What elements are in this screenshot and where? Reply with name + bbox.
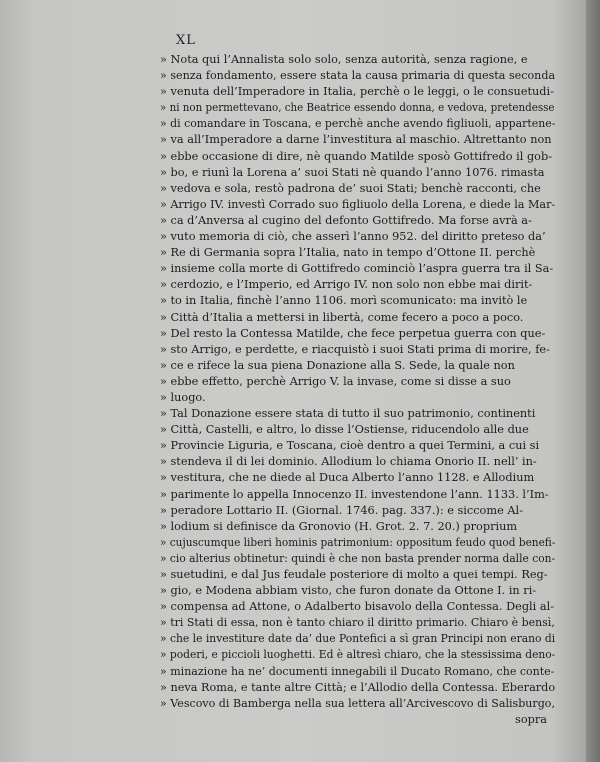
- text-line: » ebbe occasione di dire, nè quando Matilde sposò Gottifredo il gob-: [160, 149, 553, 163]
- text-line: » Città d’Italia a mettersi in libertà, come fecero a poco a poco.: [160, 310, 524, 324]
- text-line: » Nota qui l’Annalista solo solo, senza autorità, senza ragione, e: [160, 53, 528, 66]
- text-line: » lodium si definisce da Gronovio (H. Grot. 2. 7. 20.) proprium: [160, 519, 518, 533]
- text-line: » cio alterius obtinetur: quindi è che non basta prender norma dalle con-: [160, 551, 556, 565]
- text-line: » poderi, e piccioli luoghetti. Ed è altresì chiaro, che la stessissima deno-: [160, 648, 556, 662]
- text-line: » Re di Germania sopra l’Italia, nato in tempo d’Ottone II. perchè: [160, 246, 536, 260]
- text-line: » vuto memoria di ciò, che asserì l’anno 952. del diritto preteso da’: [160, 230, 546, 244]
- text-line: » va all’Imperadore a darne l’investitura al maschio. Altrettanto non: [160, 133, 552, 147]
- text-line: » vestitura, che ne diede al Duca Alberto l’anno 1128. e Allodium: [160, 471, 535, 485]
- text-line: » Tal Donazione essere stata di tutto il suo patrimonio, continenti: [160, 407, 536, 421]
- text-line: » ce e rifece la sua piena Donazione alla S. Sede, la quale non: [160, 358, 515, 372]
- body-text: [160, 52, 555, 728]
- text-line: » che le investiture date da’ due Pontefici a sì gran Principi non erano di: [160, 632, 556, 646]
- text-line: » suetudini, e dal Jus feudale posteriore di molto a quei tempi. Reg-: [160, 568, 548, 581]
- text-line: » tri Stati di essa, non è tanto chiaro il diritto primario. Chiaro è bensì,: [160, 616, 555, 630]
- text-line: » to in Italia, finchè l’anno 1106. morì scomunicato: ma invitò le: [160, 294, 528, 308]
- text-line: » cerdozio, e l’Imperio, ed Arrigo IV. non solo non ebbe mai dirit-: [160, 278, 533, 292]
- text-line: » di comandare in Toscana, e perchè anche avendo figliuoli, appartene-: [160, 117, 556, 131]
- page-number: XL: [176, 33, 196, 48]
- text-line: » bo, e riunì la Lorena a’ suoi Stati nè quando l’anno 1076. rimasta: [160, 165, 545, 179]
- text-line: » senza fondamento, essere stata la causa primaria di questa seconda: [160, 69, 556, 83]
- page-gutter-shadow: [586, 0, 600, 762]
- text-line: » parimente lo appella Innocenzo II. investendone l’ann. 1133. l’Im-: [160, 487, 549, 501]
- text-line: » Città, Castelli, e altro, lo disse l’Ostiense, riducendolo alle due: [160, 423, 529, 437]
- text-line: » vedova e sola, restò padrona de’ suoi Stati; benchè racconti, che: [160, 181, 541, 195]
- text-line: » ebbe effetto, perchè Arrigo V. la invase, come si disse a suo: [160, 374, 511, 388]
- text-line: » insieme colla morte di Gottifredo cominciò l’aspra guerra tra il Sa-: [160, 262, 554, 276]
- text-line: » venuta dell’Imperadore in Italia, perchè o le leggi, o le consuetudi-: [160, 85, 554, 99]
- text-line: » stendeva il di lei dominio. Allodium lo chiama Onorio II. nell’ in-: [160, 455, 537, 469]
- text-line: » Vescovo di Bamberga nella sua lettera all’Arcivescovo di Salisburgo,: [160, 696, 556, 710]
- text-line: » ni non permettevano, che Beatrice essendo donna, e vedova, pretendesse: [160, 101, 555, 115]
- catchword: sopra: [515, 712, 547, 726]
- text-line: » Arrigo IV. investì Corrado suo figliuolo della Lorena, e diede la Mar-: [160, 197, 556, 211]
- text-line: » cujuscumque liberi hominis patrimonium: oppositum feudo quod benefi-: [160, 535, 556, 549]
- text-line: » luogo.: [160, 390, 206, 404]
- text-line: » Provincie Liguria, e Toscana, cioè dentro a quei Termini, a cui si: [160, 439, 540, 453]
- text-line: » sto Arrigo, e perdette, e riacquistò i suoi Stati prima di morire, fe-: [160, 342, 550, 356]
- text-line: » neva Roma, e tante altre Città; e l’Allodio della Contessa. Eberardo: [160, 680, 556, 694]
- text-line: » ca d’Anversa al cugino del defonto Gottifredo. Ma forse avrà a-: [160, 213, 532, 227]
- text-line: » compensa ad Attone, o Adalberto bisavolo della Contessa. Degli al-: [160, 600, 555, 614]
- text-line: » Del resto la Contessa Matilde, che fece perpetua guerra con que-: [160, 326, 546, 340]
- text-line: » minazione ha ne’ documenti innegabili il Ducato Romano, che conte-: [160, 664, 555, 678]
- text-line: » peradore Lottario II. (Giornal. 1746. pag. 337.): e siccome Al-: [160, 503, 523, 517]
- text-line: » gio, e Modena abbiam visto, che furon donate da Ottone I. in ri-: [160, 584, 537, 598]
